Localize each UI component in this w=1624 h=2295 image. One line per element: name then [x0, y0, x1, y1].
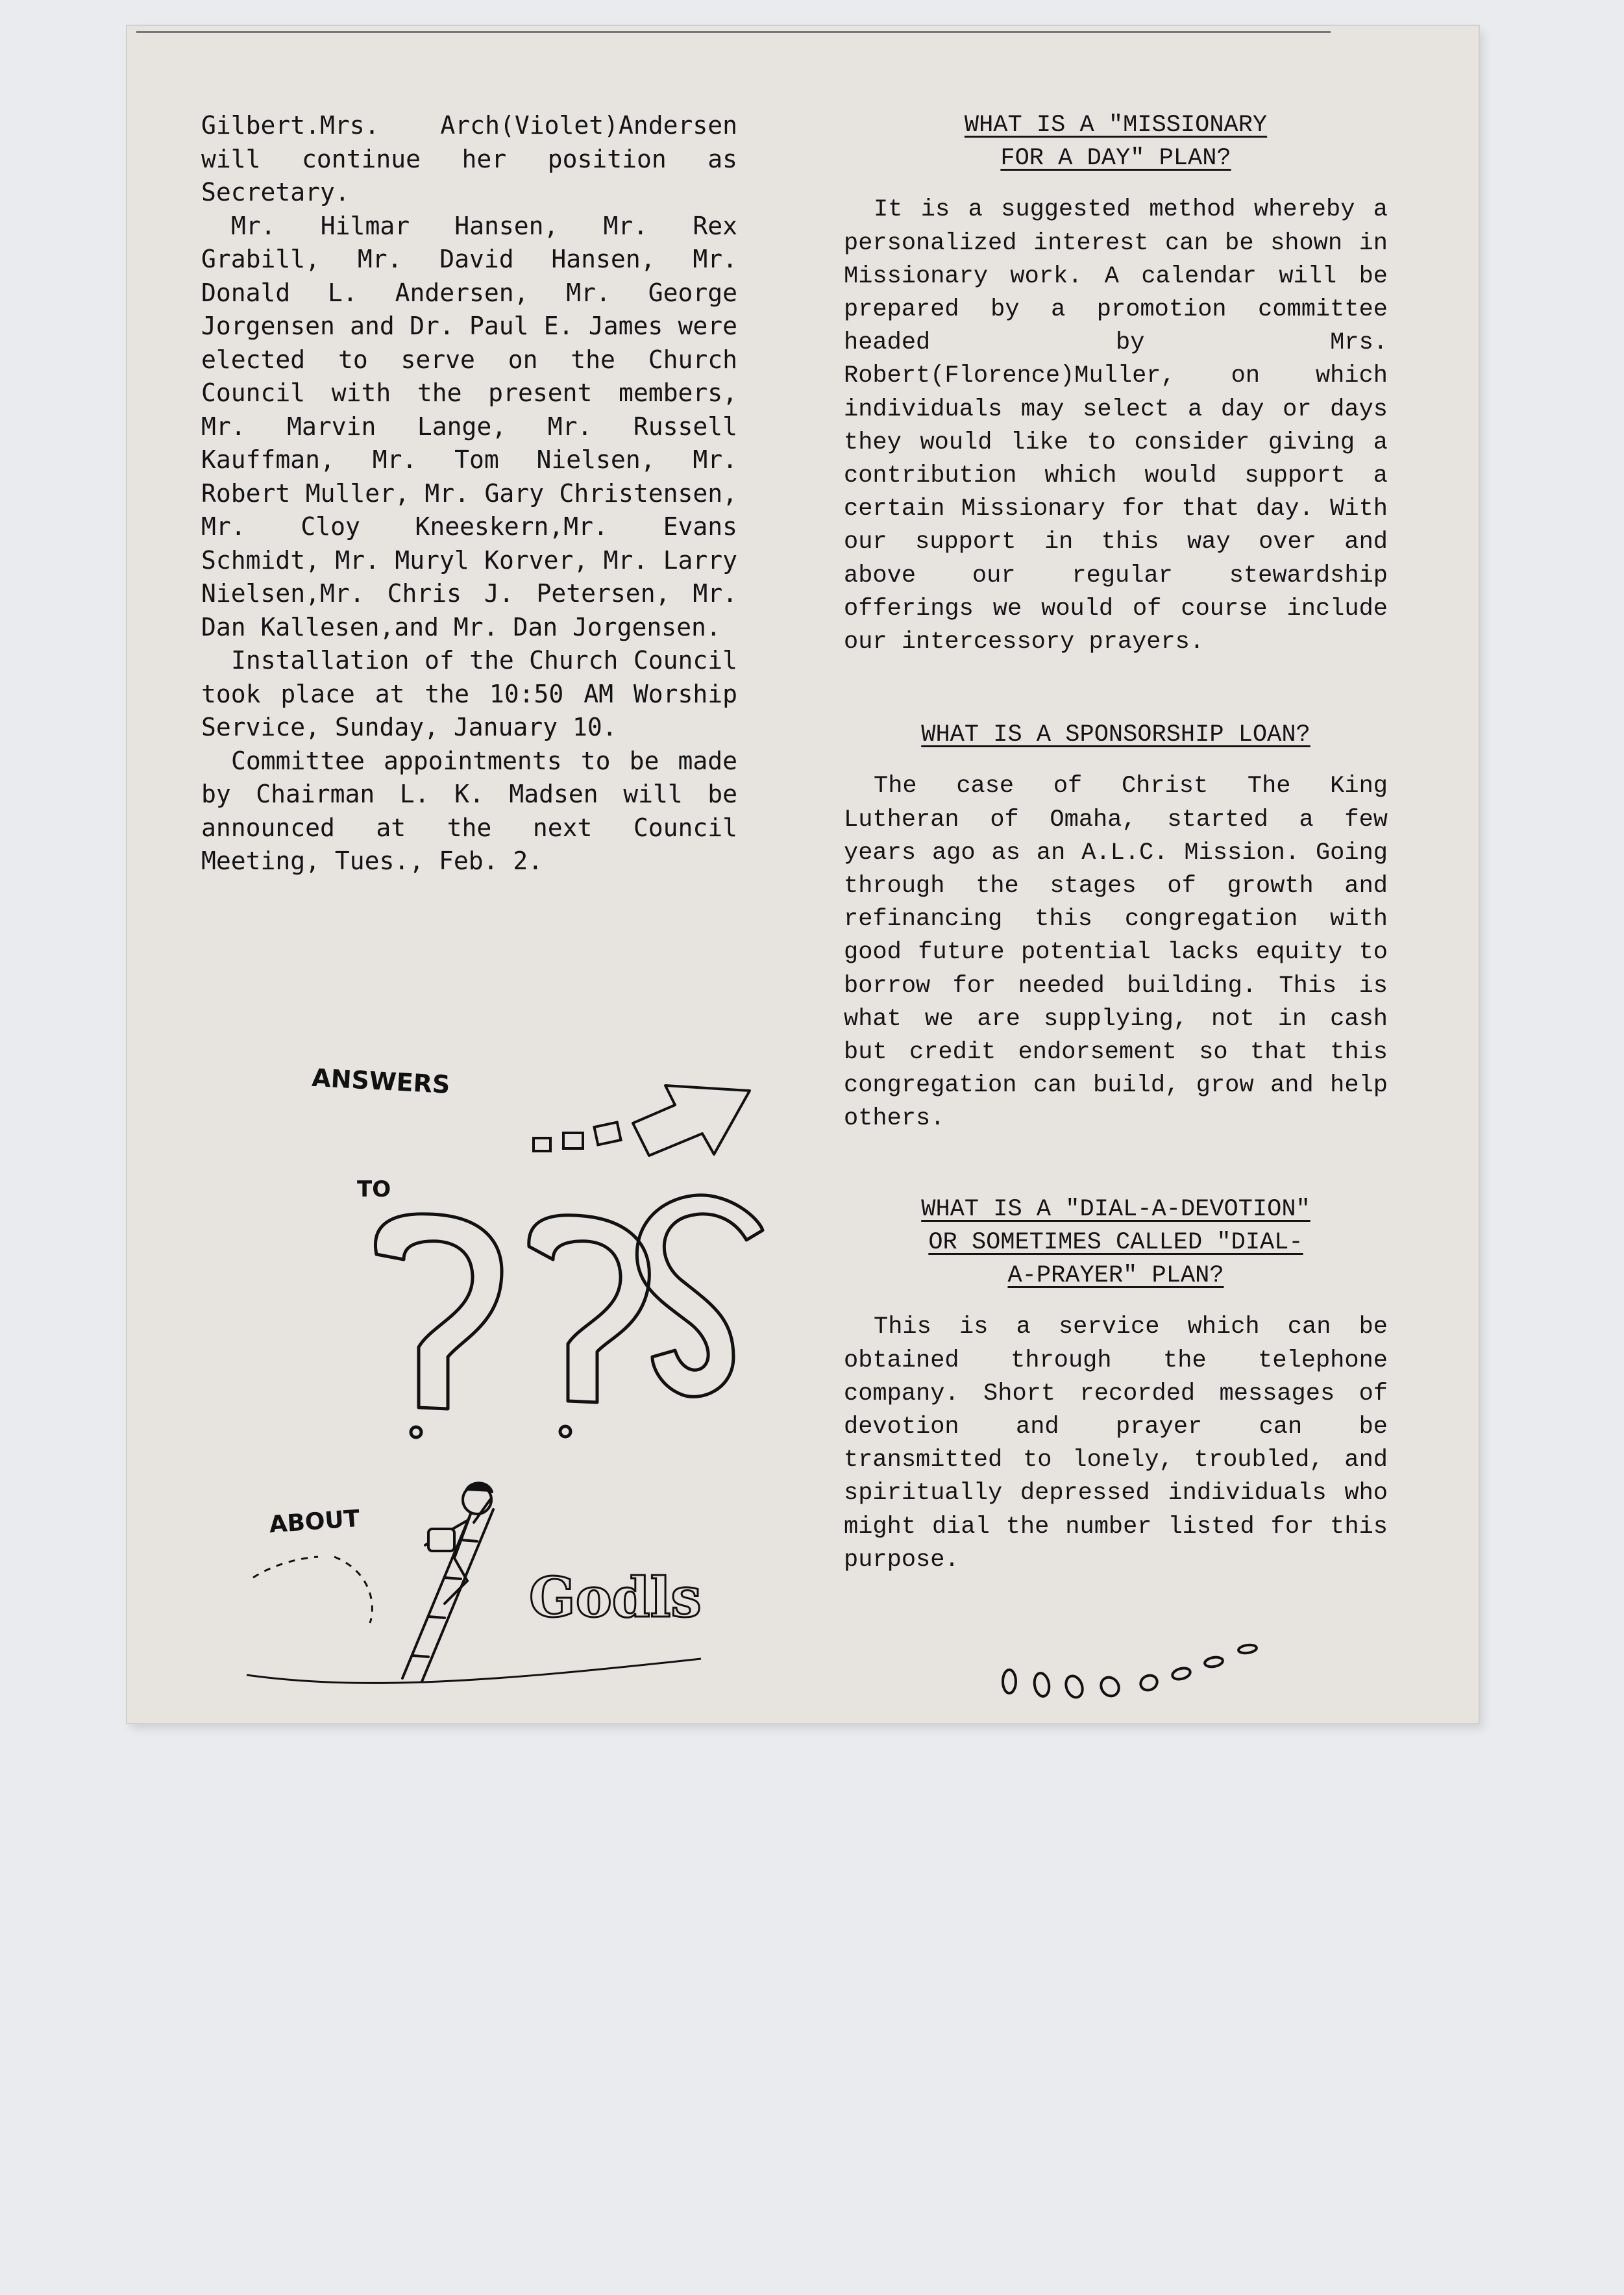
sponsorship-heading [844, 719, 1388, 752]
dial-heading-line-1: WHAT IS A "DIAL-A-DEVOTION" [921, 1195, 1310, 1223]
answers-to-pps-about-goals-cartoon [234, 1052, 766, 1701]
council-election-paragraph: Mr. Hilmar Hansen, Mr. Rex Grabill, Mr. David Hansen, Mr. Donald L. Andersen, Mr. George Jorgensen and Dr. Paul E. James were elected to serve on the Church Council with the present members, Mr. Marvin Lange, Mr. Russell Kauffman, Mr. Tom Nielsen, Mr. Robert Muller, Mr. Gary Christensen, Mr. Cloy Kneeskern,Mr. Evans Schmidt, Mr. Muryl Korver, Mr. Larry Nielsen,Mr. Chris J. Petersen, Mr. Dan Kallesen,and Mr. Dan Jorgensen. [201, 211, 737, 641]
dial-heading-line-2: OR SOMETIMES CALLED "DIAL- [928, 1228, 1303, 1256]
pps-letters [375, 1195, 763, 1437]
about-label: ABOUT [268, 1505, 361, 1539]
missionary-heading [844, 109, 1388, 175]
installation-paragraph: Installation of the Church Council took place at the 10:50 AM Worship Service, Sunday, January 10. [201, 646, 737, 741]
missionary-paragraph: It is a suggested method whereby a personalized interest can be shown in Missionary work. A calendar will be prepared by a promotion committee headed by Mrs. Robert(Florence)Muller, on which individuals may select a day or days they would like to consider giving a contribution which would support a certain Missionary for that day. With our support in this way over and above our regular stewardship offerings we would of course include our intercessory prayers. [844, 196, 1388, 656]
dial-a-devotion-paragraph: This is a service which can be obtained through the telephone company. Short recorded messages of devotion and prayer can be transmitted to lonely, troubled, and spiritually depressed individuals who might dial the number listed for this purpose. [844, 1313, 1388, 1574]
missionary-heading-line-1: WHAT IS A "MISSIONARY [964, 112, 1268, 139]
dial-a-devotion-heading [844, 1193, 1388, 1293]
dashed-arrow-icon [534, 1085, 750, 1156]
missionary-heading-line-2: FOR A DAY" PLAN? [1000, 145, 1231, 173]
dial-heading-line-3: A-PRAYER" PLAN? [1007, 1262, 1224, 1290]
question-dot-2 [560, 1426, 571, 1437]
spacer [844, 659, 1388, 719]
left-column [201, 109, 737, 878]
ground-line [247, 1659, 701, 1683]
sponsorship-paragraph: The case of Christ The King Lutheran of Omaha, started a few years ago as an A.L.C. Mission. Going through the stages of growth and refinancing this congregation with good future potential lacks equity to borrow for needed building. This is what we are supplying, not in cash but credit endorsement so that this congregation can build, grow and help others. [844, 773, 1388, 1133]
question-mark-2 [529, 1215, 650, 1402]
committee-paragraph: Committee appointments to be made by Chairman L. K. Madsen will be announced at the next Council Meeting, Tues., Feb. 2. [201, 746, 737, 875]
question-dot-1 [411, 1427, 421, 1437]
sponsorship-heading-line: WHAT IS A SPONSORSHIP LOAN? [921, 721, 1310, 749]
right-column [844, 109, 1388, 1577]
about-arc-2 [334, 1557, 372, 1623]
spacer [844, 1136, 1388, 1193]
to-label: TO [357, 1176, 391, 1202]
question-mark-1 [375, 1214, 502, 1409]
goals-word: Godls [529, 1565, 702, 1630]
climbing-man-icon [402, 1483, 493, 1681]
answers-label: ANSWERS [311, 1063, 451, 1099]
secretary-paragraph: Gilbert.Mrs. Arch(Violet)Andersen will continue her position as Secretary. [201, 111, 737, 206]
decorative-droplets-icon [993, 1623, 1279, 1714]
about-arc [253, 1557, 318, 1578]
page-top-rule [136, 31, 1331, 33]
s-letter [637, 1195, 763, 1397]
